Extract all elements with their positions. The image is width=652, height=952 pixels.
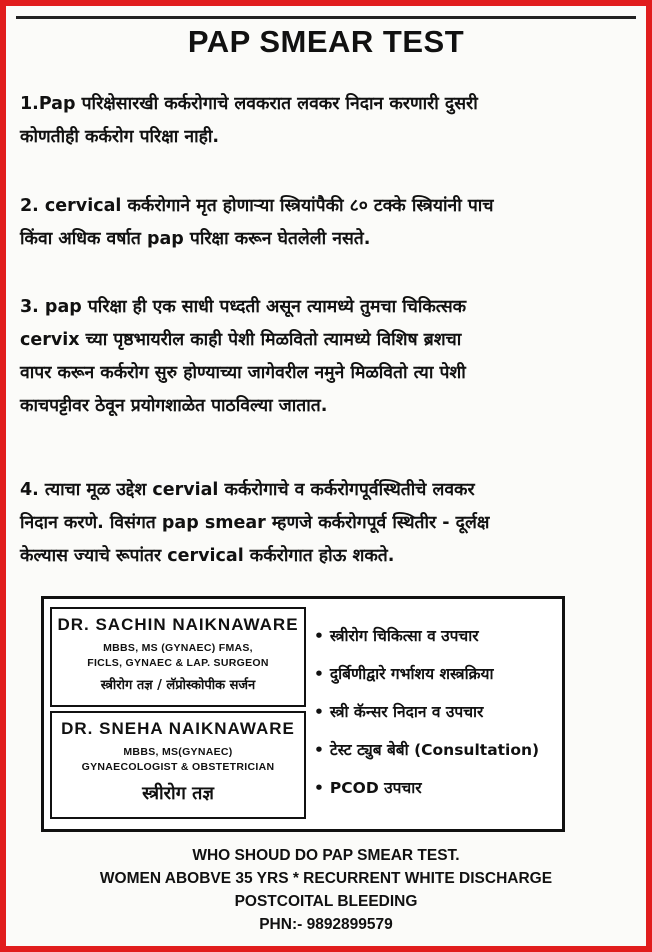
paragraph-2: [20, 190, 640, 256]
bullet-icon: •: [314, 627, 324, 645]
paragraph-1-line-2: कोणतीही कर्करोग परिक्षा नाही.: [20, 127, 220, 147]
service-item: [314, 617, 562, 655]
paragraph-3-line-1: 3. pap परिक्षा ही एक साधी पध्दती असून त्यामध्ये तुमचा चिकित्सक: [20, 297, 467, 317]
service-label: स्त्री कॅन्सर निदान व उपचार: [329, 703, 484, 721]
service-item: [314, 769, 562, 807]
doctor-card: [41, 596, 565, 832]
footer-line-1: WHO SHOUD DO PAP SMEAR TEST.: [192, 847, 460, 864]
service-label: स्त्रीरोग चिकित्सा व उपचार: [329, 627, 479, 645]
doctor-1-degrees-1: MBBS, MS (GYNAEC) FMAS,: [103, 642, 253, 654]
service-label: टेस्ट ट्युब बेबी (Consultation): [329, 741, 540, 759]
paragraph-4-line-2: निदान करणे. विसंगत pap smear म्हणजे कर्करोगपूर्व स्थितीर - दूर्लक्ष: [20, 513, 490, 533]
footer-line-3: POSTCOITAL BLEEDING: [234, 893, 418, 910]
footer-phone: PHN:- 9892899579: [259, 916, 393, 933]
bullet-icon: •: [314, 741, 324, 759]
paragraph-3-line-4: काचपट्टीवर ठेवून प्रयोगशाळेत पाठविल्या जातात.: [20, 396, 328, 416]
paragraph-4-line-1: 4. त्याचा मूळ उद्देश cervial कर्करोगाचे व कर्करोगपूर्वस्थितीचे लवकर: [20, 480, 475, 500]
doctor-1-degrees-2: FICLS, GYNAEC & LAP. SURGEON: [87, 657, 269, 669]
service-item: [314, 655, 562, 693]
doctor-2-specialty: स्त्रीरोग तज्ञ: [142, 783, 214, 804]
doctor-2-degrees-1: MBBS, MS(GYNAEC): [123, 746, 233, 758]
bullet-icon: •: [314, 665, 324, 683]
paragraph-4-line-3: केल्यास ज्याचे रूपांतर cervical कर्करोगात होऊ शकते.: [20, 546, 395, 566]
services-list: [314, 617, 562, 807]
doctor-1-box: [50, 607, 306, 707]
page-title: PAP SMEAR TEST: [187, 24, 465, 59]
paragraph-1-line-1: 1.Pap परिक्षेसारखी कर्करोगाचे लवकरात लवकर निदान करणारी दुसरी: [20, 94, 478, 114]
paragraph-2-line-1: 2. cervical कर्करोगाने मृत होणाऱ्या स्त्रियांपैकी ८० टक्के स्त्रियांनी पाच: [20, 196, 494, 216]
doctor-2-degrees-2: GYNAECOLOGIST & OBSTETRICIAN: [81, 761, 275, 773]
paragraph-1: [20, 88, 640, 154]
bullet-icon: •: [314, 779, 324, 797]
top-rule: [16, 16, 636, 19]
bullet-icon: •: [314, 703, 324, 721]
service-item: [314, 693, 562, 731]
footer-line-2: WOMEN ABOBVE 35 YRS * RECURRENT WHITE DISCHARGE: [99, 870, 553, 887]
paragraph-3-line-2: cervix च्या पृष्ठभायरील काही पेशी मिळवितो त्यामध्ये विशिष ब्रशचा: [20, 330, 462, 350]
doctor-2-box: [50, 711, 306, 819]
paragraph-2-line-2: किंवा अधिक वर्षात pap परिक्षा करून घेतलेली नसते.: [20, 229, 371, 249]
paragraph-4: [20, 474, 640, 573]
doctor-1-name: DR. SACHIN NAIKNAWARE: [57, 615, 299, 634]
service-item: [314, 731, 562, 769]
doctor-2-name: DR. SNEHA NAIKNAWARE: [61, 719, 295, 738]
service-label: दुर्बिणीद्वारे गर्भाशय शस्त्रक्रिया: [329, 665, 494, 683]
service-label: PCOD उपचार: [329, 779, 422, 797]
doctor-1-specialty: स्त्रीरोग तज्ञ / लॅप्रोस्कोपीक सर्जन: [100, 678, 256, 693]
paragraph-3-line-3: वापर करून कर्करोग सुरु होण्याच्या जागेवरील नमुने मिळवितो त्या पेशी: [20, 363, 466, 383]
paragraph-3: [20, 291, 640, 423]
